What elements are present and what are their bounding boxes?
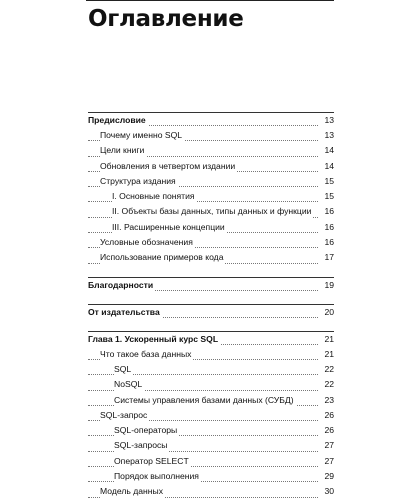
- toc-entry[interactable]: [88, 235, 334, 250]
- toc-entry[interactable]: [88, 189, 334, 204]
- toc-page-number: 13: [319, 128, 334, 143]
- toc-entry-title: Условные обозначения: [100, 235, 195, 250]
- toc-entry-title: NoSQL: [114, 377, 144, 392]
- toc-page-number: 17: [319, 250, 334, 265]
- toc-page-number: 14: [319, 159, 334, 174]
- toc-entry[interactable]: [88, 174, 334, 189]
- toc-entry-title: Модель данных: [100, 484, 165, 499]
- toc-entry-title: Цели книги: [100, 143, 146, 158]
- toc-entry-title: Почему именно SQL: [100, 128, 184, 143]
- toc-page-number: 29: [319, 469, 334, 484]
- toc-entry[interactable]: [88, 112, 334, 128]
- toc-entry-title: SQL-операторы: [114, 423, 179, 438]
- toc-entry-title: Оператор SELECT: [114, 454, 191, 469]
- toc-entry[interactable]: [88, 304, 334, 320]
- toc-entry[interactable]: [88, 277, 334, 293]
- toc-entry[interactable]: [88, 438, 334, 453]
- toc-entry[interactable]: [88, 362, 334, 377]
- toc-entry[interactable]: [88, 250, 334, 265]
- toc-entry[interactable]: [88, 377, 334, 392]
- toc-page-number: 20: [319, 305, 334, 320]
- toc-entry-title: Обновления в четвертом издании: [100, 159, 237, 174]
- toc-entry[interactable]: [88, 469, 334, 484]
- toc-page-number: 26: [319, 423, 334, 438]
- toc-entry-title: Структура издания: [100, 174, 178, 189]
- toc-entry-title: SQL-запрос: [100, 408, 149, 423]
- toc-entry-title: SQL-запросы: [114, 438, 169, 453]
- toc-entry[interactable]: [88, 423, 334, 438]
- toc-entry-title: Использование примеров кода: [100, 250, 225, 265]
- toc-page-number: 16: [319, 204, 334, 219]
- table-of-contents: [88, 112, 334, 500]
- toc-page-number: 16: [319, 220, 334, 235]
- toc-page-number: 16: [319, 235, 334, 250]
- toc-entry-title: I. Основные понятия: [112, 189, 197, 204]
- toc-page-number: 27: [319, 454, 334, 469]
- toc-entry-title: Что такое база данных: [100, 347, 193, 362]
- toc-entry[interactable]: [88, 128, 334, 143]
- toc-entry-title: Благодарности: [88, 278, 155, 293]
- toc-page-number: 30: [319, 484, 334, 499]
- toc-entry-title: Системы управления базами данных (СУБД): [114, 393, 296, 408]
- toc-entry-title: II. Объекты базы данных, типы данных и функции: [112, 204, 313, 219]
- toc-entry-title: SQL: [114, 362, 133, 377]
- toc-page-number: 19: [319, 278, 334, 293]
- toc-page-number: 15: [319, 174, 334, 189]
- toc-page-number: 21: [319, 332, 334, 347]
- toc-entry-title: III. Расширенные концепции: [112, 220, 227, 235]
- toc-page-number: 21: [319, 347, 334, 362]
- toc-entry[interactable]: [88, 220, 334, 235]
- toc-entry[interactable]: [88, 331, 334, 347]
- toc-page-number: 13: [319, 113, 334, 128]
- toc-entry[interactable]: [88, 484, 334, 499]
- toc-page-number: 22: [319, 362, 334, 377]
- page-title: Оглавление: [88, 6, 244, 32]
- toc-page-number: 27: [319, 438, 334, 453]
- toc-page-number: 23: [319, 393, 334, 408]
- top-rule: [86, 0, 334, 1]
- toc-entry[interactable]: [88, 143, 334, 158]
- toc-entry-title: Предисловие: [88, 113, 148, 128]
- toc-page-number: 22: [319, 377, 334, 392]
- toc-page-number: 14: [319, 143, 334, 158]
- toc-entry[interactable]: [88, 204, 334, 219]
- toc-entry-title: Порядок выполнения: [114, 469, 201, 484]
- toc-entry-title: Глава 1. Ускоренный курс SQL: [88, 332, 220, 347]
- toc-entry-title: От издательства: [88, 305, 162, 320]
- toc-entry[interactable]: [88, 393, 334, 408]
- toc-page-number: 26: [319, 408, 334, 423]
- toc-entry[interactable]: [88, 454, 334, 469]
- toc-entry[interactable]: [88, 347, 334, 362]
- toc-page-number: 15: [319, 189, 334, 204]
- toc-entry[interactable]: [88, 159, 334, 174]
- toc-entry[interactable]: [88, 408, 334, 423]
